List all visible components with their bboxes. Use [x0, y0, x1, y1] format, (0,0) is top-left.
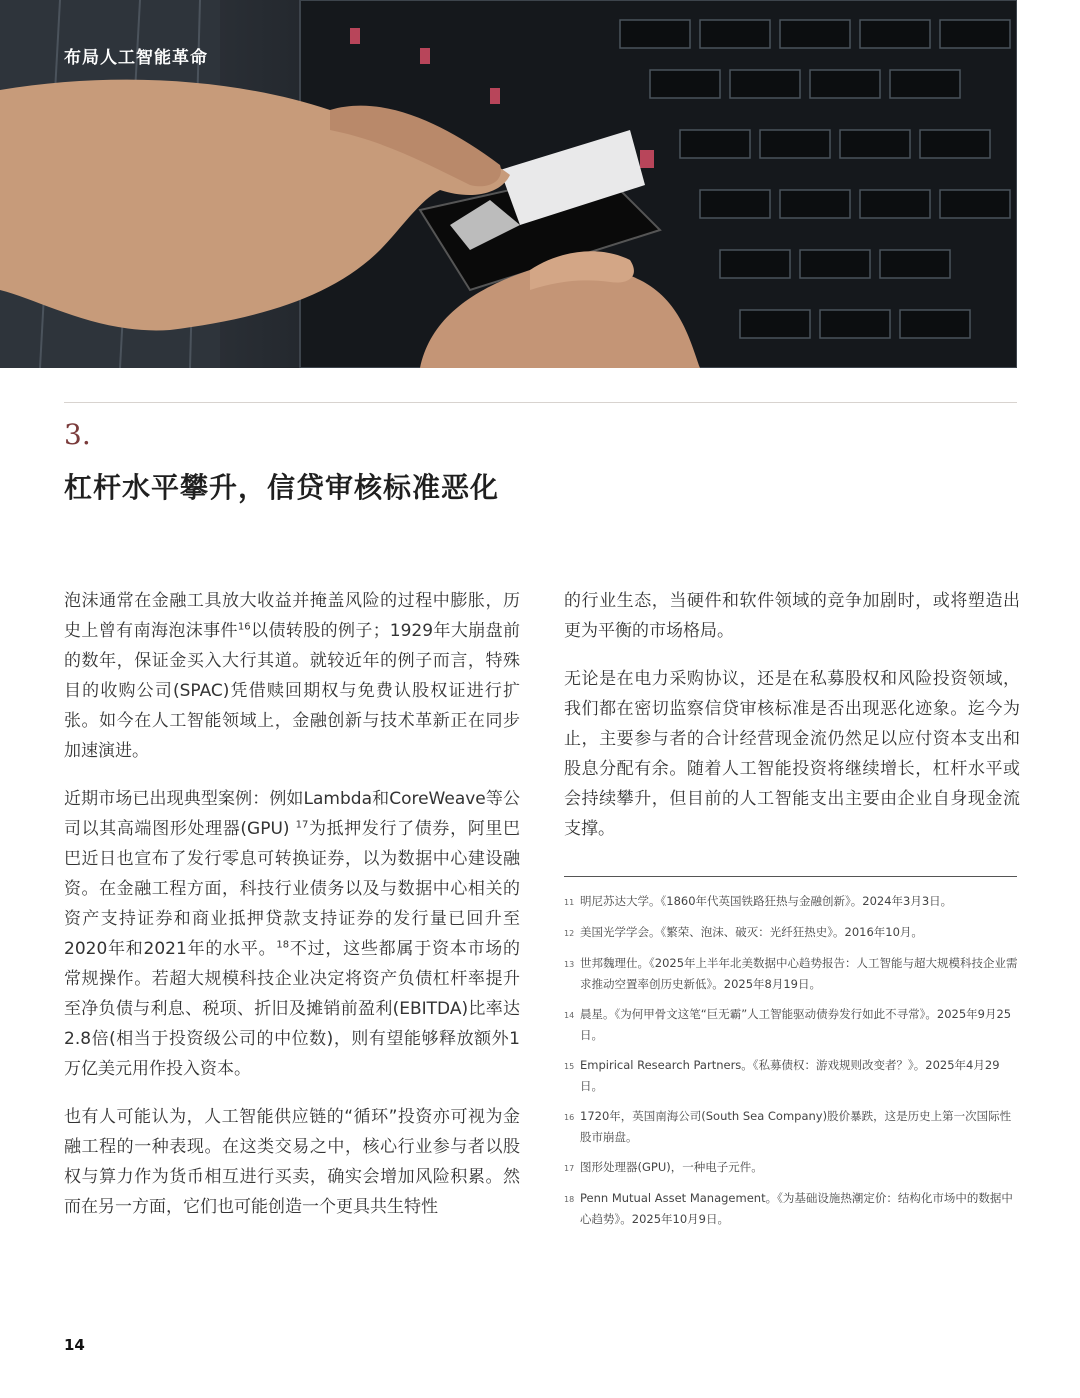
footnotes-divider	[564, 876, 1017, 877]
page-title: 杠杆水平攀升，信贷审核标准恶化	[64, 471, 500, 504]
footnote-number: 11	[564, 898, 575, 907]
footnote-item	[564, 1188, 1020, 1230]
footnote-number: 13	[564, 960, 575, 969]
footnote-text: Empirical Research Partners。《私募债权：游戏规则改变者？》。2025年4月29日。	[580, 1058, 1000, 1093]
footnote-text: 世邦魏理仕。《2025年上半年北美数据中心趋势报告：人工智能与超大规模科技企业需求推动空置率创历史新低》。2025年8月19日。	[580, 956, 1018, 991]
footnote-number: 18	[564, 1195, 575, 1204]
right-column	[564, 586, 1020, 1239]
divider	[64, 402, 1017, 403]
footnotes-list	[564, 891, 1020, 1230]
footnote-item	[564, 891, 1020, 913]
footnote-text: 图形处理器(GPU)，一种电子元件。	[580, 1160, 763, 1174]
paragraph-text: 泡沫通常在金融工具放大收益并掩盖风险的过程中膨胀，历史上曾有南海泡沫事件	[64, 591, 520, 641]
paragraph-text: 为抵押发行了债券，阿里巴巴近日也宣布了发行零息可转换证券，以为数据中心建设融资。在金融工程方面，科技行业债务以及与数据中心相关的资产支持证券和商业抵押贷款支持证券的发行量已回升至2020年和2021年的水平。	[64, 819, 520, 959]
header-section-label: 布局人工智能革命	[64, 48, 208, 68]
hero-image	[0, 0, 1017, 368]
footnote-text: 晨星。《为何甲骨文这笔“巨无霸”人工智能驱动债券发行如此不寻常》。2025年9月25日。	[580, 1007, 1012, 1042]
footnote-number: 15	[564, 1062, 575, 1071]
footnote-number: 14	[564, 1011, 575, 1020]
paragraph	[64, 586, 520, 766]
footnote-ref: 16	[237, 621, 251, 633]
footnote-number: 12	[564, 929, 575, 938]
paragraph: 也有人可能认为，人工智能供应链的“循环”投资亦可视为金融工程的一种表现。在这类交易之中，核心行业参与者以股权与算力作为货币相互进行买卖，确实会增加风险积累。然而在另一方面，它们也可能创造一个更具共生特性	[64, 1107, 520, 1217]
footnote-number: 16	[564, 1113, 575, 1122]
footnote-ref: 18	[276, 939, 290, 951]
footnote-ref: 17	[295, 819, 309, 831]
paragraph: 的行业生态，当硬件和软件领域的竞争加剧时，或将塑造出更为平衡的市场格局。	[564, 591, 1020, 641]
footnote-item	[564, 1157, 1020, 1179]
footnote-item	[564, 1106, 1020, 1148]
paragraph-text: 近期市场已出现典型案例：例如Lambda和CoreWeave等公司以其高端图形处理器(GPU)	[64, 789, 520, 839]
footnote-number: 17	[564, 1164, 575, 1173]
footnote-item	[564, 953, 1020, 995]
paragraph-text: 以债转股的例子；1929年大崩盘前的数年，保证金买入大行其道。就较近年的例子而言，特殊目的收购公司(SPAC)凭借赎回期权与免费认股权证进行扩张。如今在人工智能领域上，金融创新与技术革新正在同步加速演进。	[64, 621, 521, 761]
left-column	[64, 586, 520, 1240]
footnote-text: 美国光学学会。《繁荣、泡沫、破灭：光纤狂热史》。2016年10月。	[580, 925, 923, 939]
paragraph: 无论是在电力采购协议，还是在私募股权和风险投资领域，我们都在密切监察信贷审核标准是否出现恶化迹象。迄今为止，主要参与者的合计经营现金流仍然足以应付资本支出和股息分配有余。随着人工智能投资将继续增长，杠杆水平或会持续攀升，但目前的人工智能支出主要由企业自身现金流支撑。	[564, 669, 1020, 839]
footnote-text: 明尼苏达大学。《1860年代英国铁路狂热与金融创新》。2024年3月3日。	[580, 894, 953, 908]
footnote-text: 1720年，英国南海公司(South Sea Company)股价暴跌，这是历史上第一次国际性股市崩盘。	[580, 1109, 1012, 1144]
footnote-item	[564, 1055, 1020, 1097]
section-number: 3.	[64, 418, 91, 451]
footnote-item	[564, 1004, 1020, 1046]
paragraph-text: 不过，这些都属于资本市场的常规操作。若超大规模科技企业决定将资产负债杠杆率提升至净负债与利息、税项、折旧及摊销前盈利(EBITDA)比率达2.8倍(相当于投资级公司的中位数)，则有望能够释放额外1万亿美元用作投入资本。	[64, 939, 520, 1079]
paragraph	[64, 784, 520, 1084]
footnote-text: Penn Mutual Asset Management。《为基础设施热潮定价：结构化市场中的数据中心趋势》。2025年10月9日。	[580, 1191, 1013, 1226]
footnote-item	[564, 922, 1020, 944]
page-number: 14	[64, 1336, 85, 1354]
